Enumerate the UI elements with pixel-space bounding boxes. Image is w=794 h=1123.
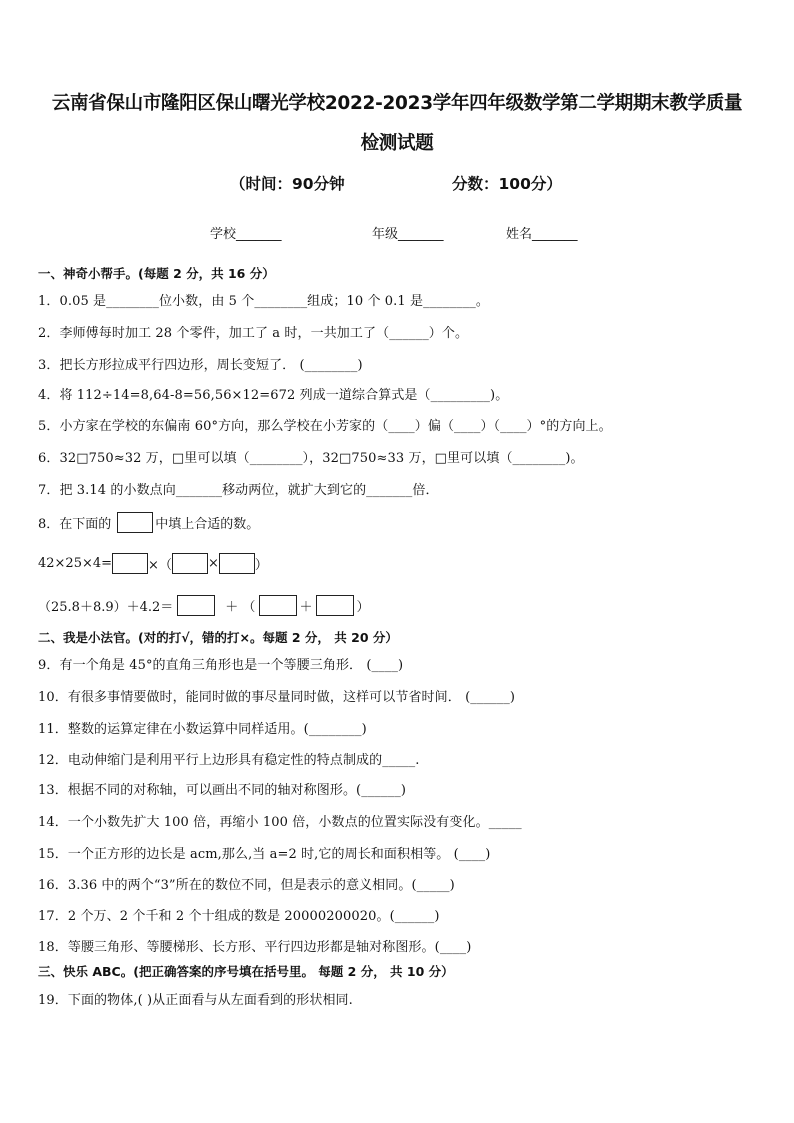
question-3: 3．把长方形拉成平行四边形，周长变短了． (________) xyxy=(38,358,363,373)
question-7: 7．把 3.14 的小数点向_______移动两位，就扩大到它的_______倍． xyxy=(38,483,439,498)
question-5: 5．小方家在学校的东偏南 60°方向，那么学校在小芳家的（____）偏（____）（____）°的方向上。 xyxy=(38,419,612,434)
question-6: 6．32□750≈32 万，□里可以填（________），32□750≈33 万，□里可以填（________)。 xyxy=(38,451,584,466)
name-field: 姓名_______ xyxy=(506,227,578,242)
question-12: 12．电动伸缩门是利用平行上边形具有稳定性的特点制成的_____. xyxy=(38,753,420,768)
question-11: 11．整数的运算定律在小数运算中同样适用。(________) xyxy=(38,722,367,737)
exam-title-line2: 检测试题 xyxy=(360,133,434,154)
question-8a xyxy=(38,553,268,574)
question-8-suffix: 中填上合适的数。 xyxy=(155,517,260,532)
question-17: 17．2 个万、2 个千和 2 个十组成的数是 20000200020。(______) xyxy=(38,909,440,924)
question-8b xyxy=(38,595,369,616)
question-8a-lead: 42×25×4= xyxy=(38,556,113,571)
question-8b-plus2: ＋ xyxy=(299,600,313,615)
question-14: 14．一个小数先扩大 100 倍，再缩小 100 倍，小数点的位置实际没有变化。_____ xyxy=(38,815,522,830)
question-18: 18．等腰三角形、等腰梯形、长方形、平行四边形都是轴对称图形。(____) xyxy=(38,940,472,955)
school-field: 学校_______ xyxy=(210,227,282,242)
question-10: 10．有很多事情要做时，能同时做的事尽量同时做，这样可以节省时间． (______) xyxy=(38,690,516,705)
question-8b-lead: （25.8＋8.9）＋4.2＝ xyxy=(38,600,174,615)
answer-box[interactable] xyxy=(259,595,297,616)
answer-box[interactable] xyxy=(219,553,255,574)
question-8a-end: ） xyxy=(254,558,268,573)
exam-time: （时间：90分钟 xyxy=(230,175,345,193)
section-2-heading: 二、我是小法官。(对的打√，错的打×。每题 2 分， 共 20 分） xyxy=(38,630,398,645)
question-15: 15．一个正方形的边长是 acm,那么,当 a=2 时,它的周长和面积相等。 (____) xyxy=(38,847,491,862)
question-9: 9．有一个角是 45°的直角三角形也是一个等腰三角形． (____) xyxy=(38,658,404,673)
question-13: 13．根据不同的对称轴，可以画出不同的轴对称图形。(______) xyxy=(38,783,406,798)
exam-title-line1: 云南省保山市隆阳区保山曙光学校2022-2023学年四年级数学第二学期期末教学质量 xyxy=(51,93,743,114)
question-8a-times2: × xyxy=(207,556,219,571)
answer-box[interactable] xyxy=(112,553,148,574)
answer-box[interactable] xyxy=(177,595,215,616)
question-8 xyxy=(38,512,259,533)
exam-score: 分数：100分） xyxy=(452,175,562,193)
answer-box[interactable] xyxy=(316,595,354,616)
section-3-heading: 三、快乐 ABC。(把正确答案的序号填在括号里。 每题 2 分， 共 10 分） xyxy=(38,964,454,979)
question-1: 1．0.05 是________位小数，由 5 个________组成；10 个 0.1 是________。 xyxy=(38,294,489,309)
sample-answer-box xyxy=(117,512,153,533)
question-8b-end: ） xyxy=(356,600,370,615)
question-4: 4．将 112÷14=8,64-8=56,56×12=672 列成一道综合算式是（_________)。 xyxy=(38,388,509,403)
question-8b-plus: ＋ （ xyxy=(225,600,256,615)
section-1-heading: 一、神奇小帮手。(每题 2 分，共 16 分） xyxy=(38,266,275,281)
question-2: 2．李师傅每时加工 28 个零件，加工了 a 时，一共加工了（______）个。 xyxy=(38,326,469,341)
answer-box[interactable] xyxy=(172,553,208,574)
question-19: 19．下面的物体,( )从正面看与从左面看到的形状相同. xyxy=(38,993,353,1008)
grade-field: 年级_______ xyxy=(372,227,444,242)
question-16: 16．3.36 中的两个“3”所在的数位不同，但是表示的意义相同。(_____) xyxy=(38,878,455,893)
question-8a-times: ×（ xyxy=(148,558,172,573)
question-8-prefix: 8．在下面的 xyxy=(38,517,112,532)
